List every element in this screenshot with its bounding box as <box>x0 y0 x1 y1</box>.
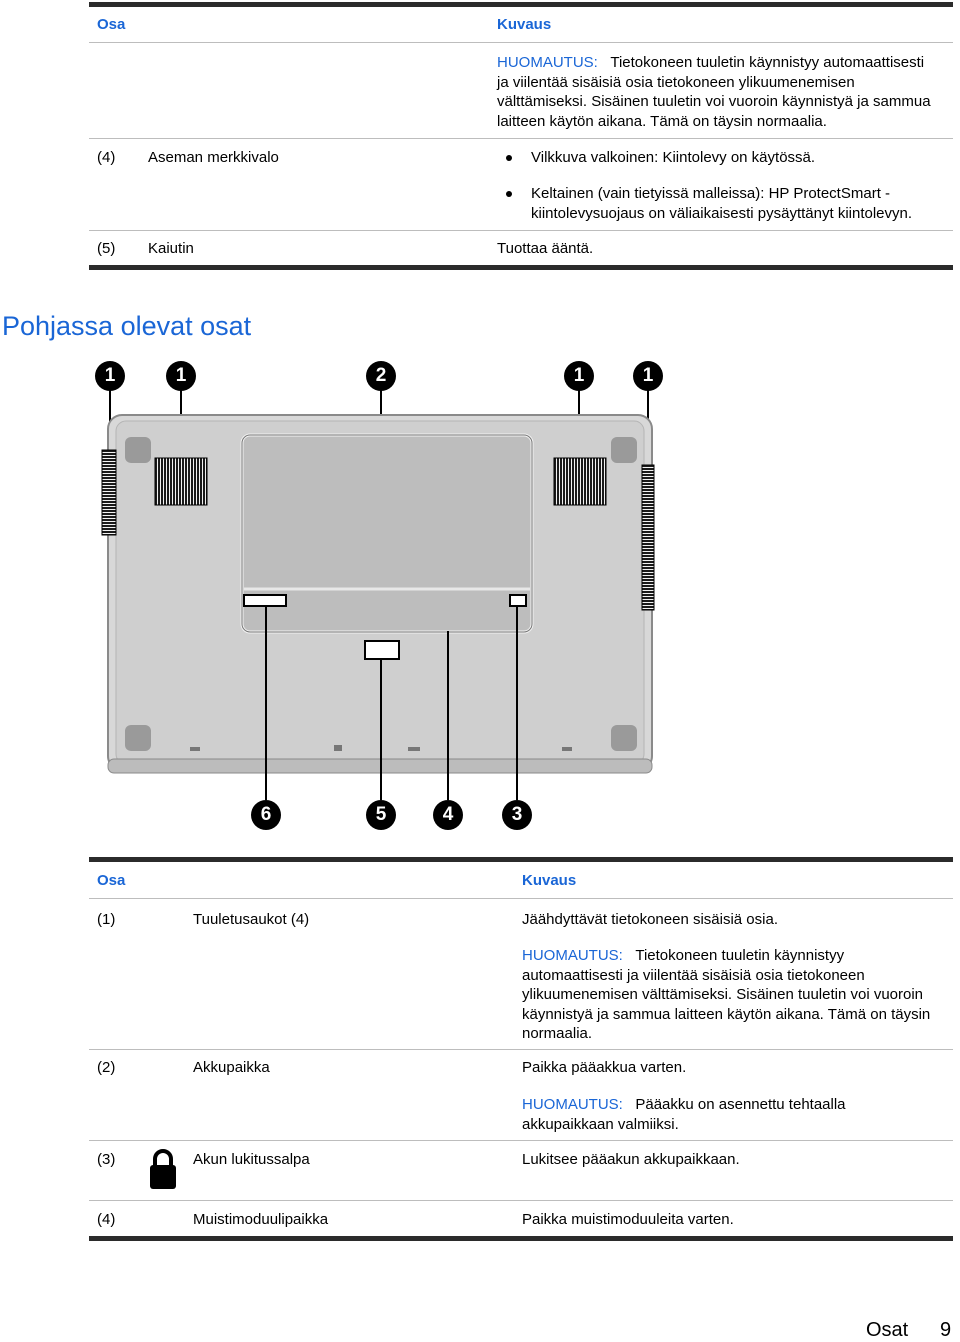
row-number: (1) <box>97 911 116 928</box>
callout-marker: 3 <box>502 800 532 830</box>
footer-page-number: 9 <box>940 1319 952 1341</box>
row-number: (4) <box>97 149 116 166</box>
callout-marker: 1 <box>564 361 594 391</box>
row-desc-bullet <box>531 184 912 223</box>
row-rule <box>89 138 953 139</box>
note-line: automaattisesti ja viilentää sisäisiä osia tietokoneen <box>522 966 865 984</box>
row-name: Kaiutin <box>148 240 194 257</box>
row-desc-bullet: Vilkkuva valkoinen: Kiintolevy on käytössä. <box>531 149 816 166</box>
table2-bottom-rule <box>89 1236 953 1241</box>
row-rule <box>89 1200 953 1201</box>
note-line: käynnistyä ja sammua laitteen käytön aikana. Tämä on täysin <box>522 1005 931 1023</box>
row-desc: Tuottaa ääntä. <box>497 240 594 257</box>
row-name: Akun lukitussalpa <box>193 1151 310 1168</box>
row-note <box>522 946 930 1044</box>
bullet-icon <box>506 191 512 197</box>
rubber-foot <box>611 437 637 463</box>
callout-marker: 1 <box>633 361 663 391</box>
note-line: Pääakku on asennettu tehtaalla <box>635 1096 846 1113</box>
table2-header-rule <box>89 898 953 899</box>
vent-right-side <box>642 465 654 610</box>
row-name: Muistimoduulipaikka <box>193 1211 329 1228</box>
row-number: (3) <box>97 1151 116 1168</box>
row-rule <box>89 230 953 231</box>
callout-marker: 1 <box>166 361 196 391</box>
table1-header-rule <box>89 42 953 43</box>
battery-release-latch <box>244 595 286 606</box>
note-line: normaalia. <box>522 1025 593 1042</box>
laptop-bottom-illustration <box>0 355 960 845</box>
vent-right <box>554 458 606 505</box>
callout-marker: 2 <box>366 361 396 391</box>
row-desc: Jäähdyttävät tietokoneen sisäisiä osia. <box>522 911 778 928</box>
row-desc: Lukitsee pääakun akkupaikkaan. <box>522 1151 740 1168</box>
table1-header-desc: Kuvaus <box>497 16 552 33</box>
bullet-line: kiintolevysuojaus on väliaikaisesti pysäyttänyt kiintolevyn. <box>531 204 913 222</box>
row-number: (5) <box>97 240 116 257</box>
note-line: välttämiseksi. Sisäinen tuuletin voi vuoroin käynnistyä ja sammua <box>497 93 931 110</box>
row-desc: Paikka muistimoduuleita varten. <box>522 1211 734 1228</box>
table1-top-rule <box>89 2 953 7</box>
note-label: HUOMAUTUS: <box>522 1096 623 1113</box>
rubber-foot <box>125 725 151 751</box>
note-line: Tietokoneen tuuletin käynnistyy <box>635 947 845 964</box>
row-desc: Paikka pääakkua varten. <box>522 1059 687 1076</box>
callout-marker: 6 <box>251 800 281 830</box>
row-name: Aseman merkkivalo <box>148 149 279 166</box>
note-label: HUOMAUTUS: <box>522 947 623 964</box>
note-line: ja viilentää sisäisiä osia tietokoneen ylikuumenemisen <box>497 73 855 91</box>
row-note <box>522 1095 846 1134</box>
bullet-line: Keltainen (vain tietyissä malleissa): HP ProtectSmart - <box>531 185 891 202</box>
table2-header-part: Osa <box>97 872 126 889</box>
callout-marker: 1 <box>95 361 125 391</box>
memory-module-slot-marker <box>365 641 399 659</box>
section-title: Pohjassa olevat osat <box>2 311 252 341</box>
note-line: laitteen käytön aikana. Tämä on täysin normaalia. <box>497 112 827 130</box>
row-rule <box>89 1140 953 1141</box>
table1-bottom-rule <box>89 265 953 270</box>
vent-left-side <box>102 450 116 535</box>
row-number: (4) <box>97 1211 116 1228</box>
callout-marker: 5 <box>366 800 396 830</box>
callout-marker: 4 <box>433 800 463 830</box>
note-label: HUOMAUTUS: <box>497 54 598 71</box>
row-number: (2) <box>97 1059 116 1076</box>
note-line: Tietokoneen tuuletin käynnistyy automaattisesti <box>610 54 925 71</box>
row-rule <box>89 1049 953 1050</box>
table1-note <box>497 53 931 131</box>
bullet-icon <box>506 155 512 161</box>
rubber-foot <box>611 725 637 751</box>
row-name: Akkupaikka <box>193 1059 270 1076</box>
row-name: Tuuletusaukot (4) <box>193 911 310 928</box>
table2-header-desc: Kuvaus <box>522 872 577 889</box>
note-line: ylikuumenemisen välttämiseksi. Sisäinen tuuletin voi vuoroin <box>522 986 924 1003</box>
padlock-icon <box>148 1148 178 1190</box>
footer-section: Osat <box>866 1319 909 1341</box>
table2-top-rule <box>89 857 953 862</box>
table1-header-part: Osa <box>97 16 126 33</box>
vent-left <box>155 458 207 505</box>
rubber-foot <box>125 437 151 463</box>
note-line: akkupaikkaan valmiiksi. <box>522 1115 679 1133</box>
